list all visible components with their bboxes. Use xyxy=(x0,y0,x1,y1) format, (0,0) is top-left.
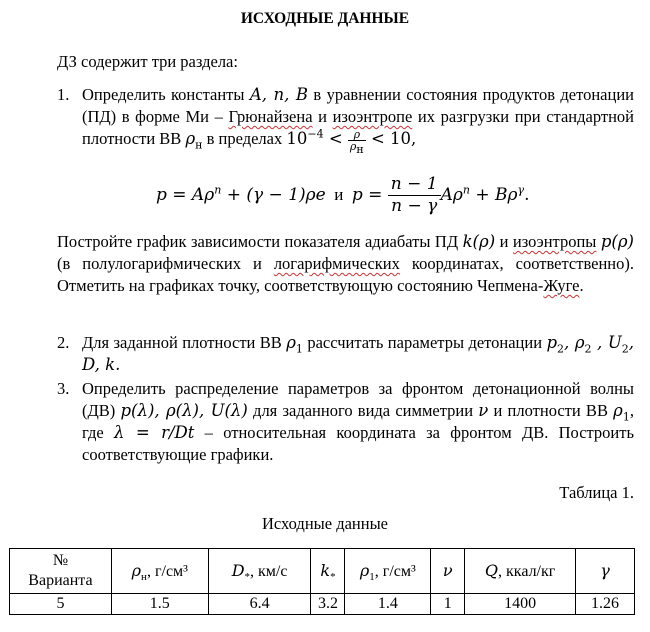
fraction-denominator: n − γ xyxy=(388,195,441,217)
math-subscript: н xyxy=(141,570,147,583)
header-nu xyxy=(431,549,465,594)
table-caption: Таблица 1. xyxy=(559,483,634,502)
item-number: 3. xyxy=(57,379,70,398)
para-text: координатах, соответственно). Отметить на графиках точку, соответствующую состоянию Чепмена- xyxy=(57,254,634,295)
math-subscript: н xyxy=(195,138,203,152)
math-symbol: ρ xyxy=(185,129,196,148)
formula-fraction xyxy=(388,174,441,217)
item-text: их разгрузки при стандартной плотности ВВ xyxy=(82,107,634,148)
math-symbol: ρ xyxy=(131,560,142,580)
item-body xyxy=(82,84,634,156)
header-gamma xyxy=(576,549,635,594)
header-unit: , км/с xyxy=(250,562,288,580)
formula-exponent: n xyxy=(214,183,222,197)
item-text: – относительная координата за фронтом ДВ. Построить соответствующие графики. xyxy=(82,423,634,464)
source-data-table xyxy=(9,548,635,615)
cell-gamma: 1.26 xyxy=(576,594,635,615)
header-q xyxy=(465,549,576,594)
para-text: и xyxy=(495,232,513,251)
para-text: Постройте график зависимости показателя адиабаты ПД xyxy=(57,232,463,251)
item-text: Определить распределение параметров за фронтом детонационной волны (ДВ) xyxy=(82,379,634,420)
math-subscript: * xyxy=(330,570,336,583)
table-header-row xyxy=(10,549,635,594)
item-text: и xyxy=(312,107,333,126)
math-symbol: Q xyxy=(484,560,499,580)
para-text: (в полулогарифмических и xyxy=(57,254,274,273)
formula-part: + (γ − 1)ρe xyxy=(221,185,326,205)
item-text: рассчитать параметры детонации xyxy=(302,333,547,352)
intro-text: ДЗ содержит три раздела: xyxy=(57,52,238,71)
math-subscript: 1 xyxy=(369,570,375,583)
spellcheck-word: изоэнтропы xyxy=(512,232,597,251)
table-title: Исходные данные xyxy=(262,514,388,533)
item-body xyxy=(82,378,634,466)
math-constants: A, n, B xyxy=(249,85,309,104)
math-symbol: γ xyxy=(600,560,610,580)
formula-conjunction: и xyxy=(325,185,352,204)
math-functions: p(λ), ρ(λ), U(λ) xyxy=(120,401,248,420)
formula-part: . xyxy=(524,185,530,205)
page-heading: ИСХОДНЫЕ ДАННЫЕ xyxy=(240,10,410,27)
spellcheck-word: Грюнайзена xyxy=(228,107,313,126)
item-text: в пределах xyxy=(202,129,287,148)
math-symbols: , D, k. xyxy=(82,333,634,374)
math-symbol: ρ xyxy=(359,560,370,580)
header-variant-label: Варианта xyxy=(28,572,93,589)
equation-of-state xyxy=(156,174,530,217)
item-body xyxy=(82,332,634,376)
task-item-3 xyxy=(57,378,634,466)
cell-nu: 1 xyxy=(431,594,465,615)
header-k xyxy=(311,549,345,594)
math-symbol: k xyxy=(320,560,331,580)
math-separator: , xyxy=(591,333,608,352)
math-symbol: p xyxy=(546,333,558,352)
cell-variant: 5 xyxy=(10,594,112,615)
math-subscript: 1 xyxy=(622,410,630,424)
math-operator: < xyxy=(323,129,348,148)
math-symbol: ρ xyxy=(574,333,585,352)
math-symbol: ν xyxy=(478,401,489,420)
math-subscript: 1 xyxy=(295,342,303,356)
math-subscript: 2 xyxy=(557,342,565,356)
formula-exponent: γ xyxy=(517,183,525,197)
item-text: и плотности ВВ xyxy=(488,401,614,420)
formula-part: p = Aρ xyxy=(156,185,215,205)
math-function: p(ρ) xyxy=(600,232,634,251)
math-subscript: 2 xyxy=(621,342,629,356)
header-unit: , г/см³ xyxy=(374,562,416,580)
item-number: 1. xyxy=(57,85,70,104)
task-item-2 xyxy=(57,332,634,376)
spellcheck-word: изоэнтропе xyxy=(332,107,413,126)
item-text: Определить константы xyxy=(82,85,250,104)
header-d xyxy=(208,549,311,594)
math-subscript: н xyxy=(356,142,364,156)
cell-k: 3.2 xyxy=(311,594,345,615)
fraction-numerator: ρ xyxy=(353,127,361,141)
item-text: для заданного вида симметрии xyxy=(247,401,479,420)
formula-part: Aρ xyxy=(440,185,463,205)
math-symbol: D xyxy=(231,560,245,580)
math-symbol: ρ xyxy=(286,333,296,352)
item-text: Для заданной плотности ВВ xyxy=(82,333,287,352)
header-unit: , ккал/кг xyxy=(498,562,556,580)
math-symbol: ν xyxy=(442,560,453,580)
math-number: 10 xyxy=(286,129,308,148)
formula-exponent: n xyxy=(462,183,470,197)
math-separator: , xyxy=(564,333,575,352)
header-variant xyxy=(10,549,112,594)
math-subscript: * xyxy=(244,570,251,583)
header-unit: , г/см³ xyxy=(146,562,188,580)
cell-rho-n: 1.5 xyxy=(111,594,208,615)
math-exponent: −4 xyxy=(307,127,324,141)
math-symbol: ρ xyxy=(613,401,623,420)
cell-rho1: 1.4 xyxy=(345,594,431,615)
math-operator: < 10, xyxy=(365,129,417,148)
spellcheck-word: логарифмических xyxy=(273,254,400,273)
formula-part: + Bρ xyxy=(469,185,518,205)
header-rho1 xyxy=(345,549,431,594)
item-text: в уравнении состояния продуктов детонации (ПД) в форме Ми – xyxy=(82,85,634,126)
math-expression: λ = r/Dt xyxy=(113,423,195,442)
math-symbol: ρ xyxy=(349,139,357,153)
density-ratio-fraction xyxy=(348,127,366,156)
math-symbol: U xyxy=(607,333,622,352)
table-row xyxy=(10,594,635,615)
cell-d: 6.4 xyxy=(208,594,311,615)
fraction-numerator: n − 1 xyxy=(390,174,438,194)
fraction-denominator xyxy=(348,139,366,156)
math-subscript: 2 xyxy=(584,342,592,356)
task-item-1 xyxy=(57,84,634,156)
para-text: . xyxy=(579,276,584,295)
spellcheck-word: Жуге xyxy=(543,276,580,295)
cell-q: 1400 xyxy=(465,594,576,615)
item-text: , где xyxy=(82,401,634,442)
header-rho-n xyxy=(111,549,208,594)
formula-part: p = xyxy=(351,185,388,205)
instruction-paragraph xyxy=(57,231,634,297)
header-variant-no: № xyxy=(52,552,69,569)
item-number: 2. xyxy=(57,333,70,352)
math-function: k(ρ) xyxy=(462,232,496,251)
